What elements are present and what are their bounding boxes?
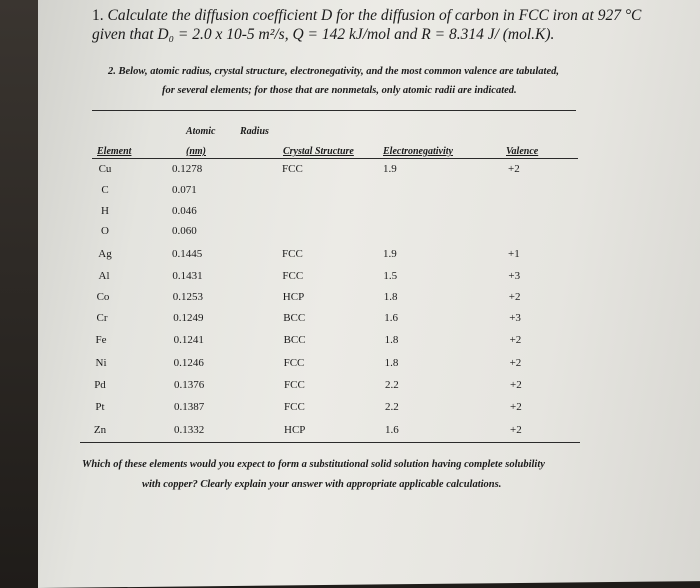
cell-valence: +2 xyxy=(510,424,522,436)
cell-atomic-radius: 0.1332 xyxy=(174,424,205,436)
table-row xyxy=(0,163,700,183)
table-row xyxy=(0,312,700,332)
cell-valence: +3 xyxy=(508,270,521,282)
cell-crystal-structure: BCC xyxy=(283,312,306,324)
cell-crystal-structure: FCC xyxy=(282,270,304,282)
cell-valence: +2 xyxy=(510,379,522,391)
header-atomic: Atomic xyxy=(186,126,216,137)
cell-electronegativity: 1.8 xyxy=(384,357,399,369)
cell-valence: +2 xyxy=(509,357,522,369)
question-3-line-2: with copper? Clearly explain your answer with appropriate applicable calculations. xyxy=(142,479,502,490)
cell-element: Zn xyxy=(93,424,107,436)
table-row xyxy=(0,225,700,245)
cell-atomic-radius: 0.1431 xyxy=(172,270,203,282)
cell-element: Ni xyxy=(95,357,107,369)
cell-atomic-radius: 0.046 xyxy=(172,205,197,217)
cell-electronegativity: 1.6 xyxy=(384,312,398,324)
cell-atomic-radius: 0.1387 xyxy=(174,401,205,413)
cell-atomic-radius: 0.1249 xyxy=(173,312,204,324)
question-3-line-1: Which of these elements would you expect to form a substitutional solid solution having complete solubility xyxy=(82,459,545,470)
header-underline xyxy=(92,158,578,159)
question-2-line-2: for several elements; for those that are nonmetals, only atomic radii are indicated. xyxy=(162,85,517,96)
cell-electronegativity: 1.9 xyxy=(383,248,397,260)
table-row xyxy=(0,401,700,421)
cell-electronegativity: 1.8 xyxy=(384,334,399,346)
cell-atomic-radius: 0.1241 xyxy=(173,334,204,346)
table-row xyxy=(0,357,700,377)
table-top-rule xyxy=(92,110,576,111)
cell-element: Pd xyxy=(94,379,106,391)
cell-valence: +3 xyxy=(509,312,521,324)
cell-electronegativity: 1.5 xyxy=(383,270,398,282)
header-nm: (nm) xyxy=(186,146,206,157)
header-valence: Valence xyxy=(506,146,539,157)
cell-crystal-structure: HCP xyxy=(284,424,306,436)
cell-element: Cu xyxy=(98,163,112,175)
table-row xyxy=(0,379,700,399)
cell-element: Fe xyxy=(95,334,107,346)
question-3 xyxy=(82,455,642,495)
cell-atomic-radius: 0.1246 xyxy=(173,357,204,369)
cell-electronegativity: 2.2 xyxy=(385,401,399,413)
question-1-number: 1. xyxy=(92,7,104,24)
cell-electronegativity: 1.8 xyxy=(383,291,398,303)
cell-electronegativity: 1.9 xyxy=(383,163,397,175)
cell-electronegativity: 2.2 xyxy=(385,379,399,391)
cell-element: Cr xyxy=(96,312,108,324)
cell-valence: +2 xyxy=(509,334,522,346)
table-row xyxy=(0,248,700,268)
cell-valence: +2 xyxy=(508,291,521,303)
cell-crystal-structure: FCC xyxy=(283,357,305,369)
cell-atomic-radius: 0.1445 xyxy=(172,248,203,260)
cell-valence: +1 xyxy=(508,248,520,260)
table-row xyxy=(0,424,700,444)
question-1-line-1: Calculate the diffusion coefficient D for the diffusion of carbon in FCC iron at 927 °C xyxy=(107,7,642,24)
header-radius: Radius xyxy=(240,126,269,137)
question-2-line-1: 2. Below, atomic radius, crystal structure, electronegativity, and the most common valence are tabulated, xyxy=(108,66,559,77)
cell-crystal-structure: FCC xyxy=(284,401,305,413)
cell-atomic-radius: 0.1278 xyxy=(172,163,203,175)
cell-crystal-structure: FCC xyxy=(282,163,303,175)
cell-element: Ag xyxy=(98,248,112,260)
cell-crystal-structure: HCP xyxy=(282,291,305,303)
cell-atomic-radius: 0.1376 xyxy=(174,379,205,391)
question-1 xyxy=(92,6,652,44)
table-row xyxy=(0,270,700,290)
table-row xyxy=(0,334,700,354)
table-row xyxy=(0,184,700,204)
question-2 xyxy=(108,62,628,100)
cell-element: Al xyxy=(98,270,110,282)
cell-element: H xyxy=(101,205,109,217)
cell-valence: +2 xyxy=(508,163,520,175)
cell-crystal-structure: BCC xyxy=(283,334,306,346)
cell-valence: +2 xyxy=(510,401,522,413)
header-crystal-structure: Crystal Structure xyxy=(283,146,354,157)
cell-crystal-structure: FCC xyxy=(282,248,303,260)
question-1-line-2: given that D₀ = 2.0 x 10-5 m²/s, Q = 142 kJ/mol and R = 8.314 J/ (mol.K). xyxy=(92,26,555,43)
cell-element: Co xyxy=(96,291,110,303)
cell-element: O xyxy=(101,225,109,237)
cell-element: C xyxy=(101,184,109,196)
cell-atomic-radius: 0.1253 xyxy=(172,291,204,303)
cell-electronegativity: 1.6 xyxy=(385,424,399,436)
cell-crystal-structure: FCC xyxy=(284,379,305,391)
cell-atomic-radius: 0.060 xyxy=(172,225,197,237)
table-row xyxy=(0,291,700,311)
header-electronegativity: Electronegativity xyxy=(383,146,453,157)
table-bottom-rule xyxy=(80,442,580,443)
cell-element: Pt xyxy=(95,401,105,413)
cell-atomic-radius: 0.071 xyxy=(172,184,197,196)
header-element: Element xyxy=(97,146,132,157)
table-row xyxy=(0,205,700,225)
